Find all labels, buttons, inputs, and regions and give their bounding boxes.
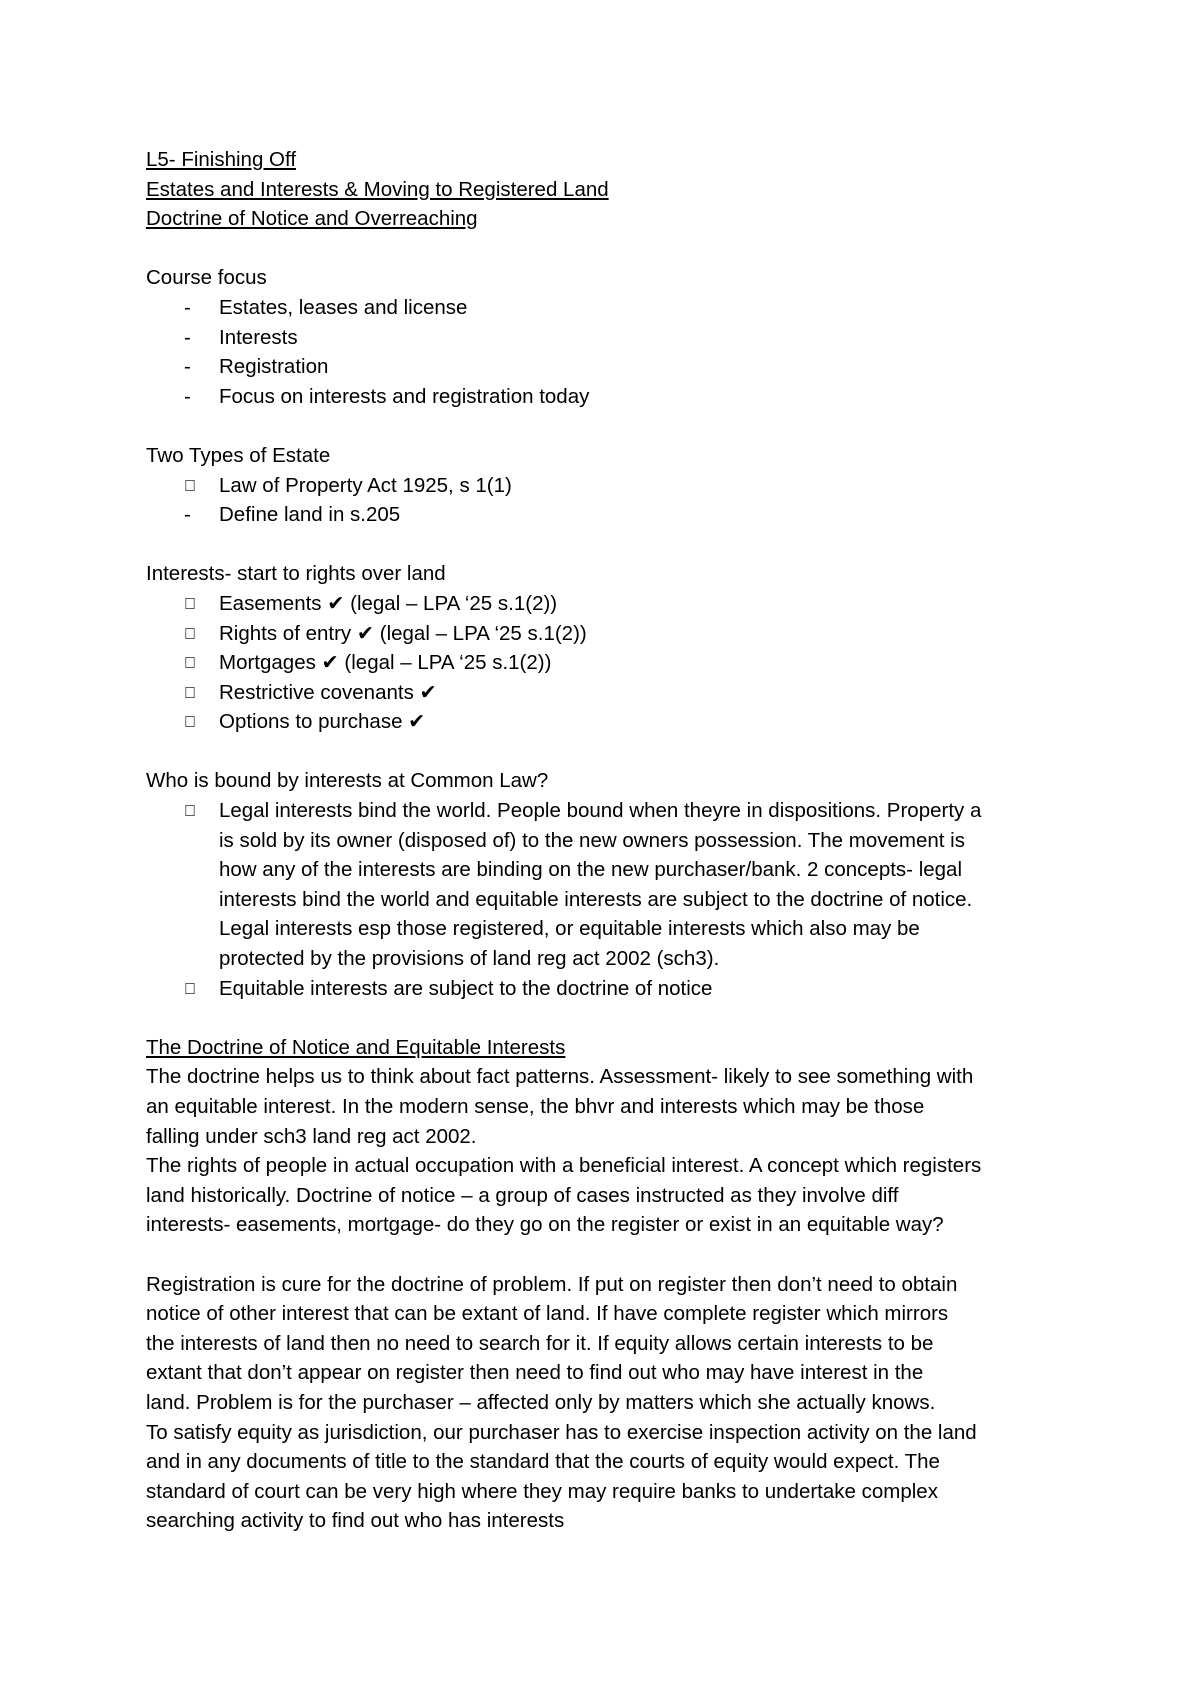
dash-bullet: - [184,503,191,527]
spacer [146,737,1086,767]
list-item: Equitable interests are subject to the doctrine of notice [146,974,1086,1004]
who-bound-list [146,796,1086,1003]
spacer [146,1240,1086,1270]
list-item: Options to purchase ✔ [146,707,1086,737]
spacer [146,411,1086,441]
list-item: Rights of entry ✔ (legal – LPA ‘25 s.1(2)) [146,619,1086,649]
doctrine-paragraph-2: Registration is cure for the doctrine of problem. If put on register then don’t need to obtain notice of other interest that can be extant of land. If have complete register which mirrors the interests of land then no need to search for it. If equity allows certain interests to be extant that don’t appear on register then need to find out who may have interest in the land. Problem is for the purchaser – affected only by matters which she actually knows. To satisfy equity as jurisdiction, our purchaser has to exercise inspection activity on the land and in any documents of title to the standard that the courts of equity would expect. The standard of court can be very high where they may require banks to undertake complex searching activity to find out who has interests [146,1272,977,1533]
course-focus-heading: Course focus [146,266,267,290]
list-item: Easements ✔ (legal – LPA ‘25 s.1(2)) [146,589,1086,619]
box-bullet-icon [184,472,204,502]
interests-heading: Interests- start to rights over land [146,562,446,586]
list-item: - Interests [146,323,1086,353]
spacer [146,530,1086,560]
dash-bullet: - [184,295,191,319]
dash-bullet: - [184,355,191,379]
dash-bullet: - [184,325,191,349]
doctrine-heading: The Doctrine of Notice and Equitable Interests [146,1035,566,1059]
document-content [146,145,1086,1536]
list-item: Legal interests bind the world. People bound when theyre in dispositions. Property a is sold by its owner (disposed of) to the new owners possession. The movement is how any of the interests are binding on the new purchaser/bank. 2 concepts- legal interests bind the world and equitable interests are subject to the doctrine of notice. Legal interests esp those registered, or equitable interests which also may be protected by the provisions of land reg act 2002 (sch3). [146,796,1086,974]
lecture-subtitle: Estates and Interests & Moving to Registered Land [146,177,609,201]
list-item: Law of Property Act 1925, s 1(1) [146,471,1086,501]
list-item: - Registration [146,352,1086,382]
spacer [146,1003,1086,1033]
two-types-heading: Two Types of Estate [146,443,331,467]
list-item: - Estates, leases and license [146,293,1086,323]
box-bullet-icon [184,797,204,827]
box-bullet-icon [184,708,204,738]
box-bullet-icon [184,590,204,620]
box-bullet-icon [184,975,204,1005]
doctrine-paragraph-1: The doctrine helps us to think about fact patterns. Assessment- likely to see something with an equitable interest. In the modern sense, the bhvr and interests which may be those falling under sch3 land reg act 2002. The rights of people in actual occupation with a beneficial interest. A concept which registers land historically. Doctrine of notice – a group of cases instructed as they involve diff interests- easements, mortgage- do they go on the register or exist in an equitable way? [146,1065,982,1237]
two-types-list [146,471,1086,530]
list-item: - Focus on interests and registration today [146,382,1086,412]
box-bullet-icon [184,679,204,709]
spacer [146,234,1086,264]
interests-list [146,589,1086,737]
lecture-title: L5- Finishing Off [146,148,297,171]
box-bullet-icon [184,649,204,679]
course-focus-list [146,293,1086,411]
list-item: Mortgages ✔ (legal – LPA ‘25 s.1(2)) [146,648,1086,678]
dash-bullet: - [184,384,191,408]
list-item: - Define land in s.205 [146,500,1086,530]
box-bullet-icon [184,620,204,650]
who-bound-heading: Who is bound by interests at Common Law? [146,769,549,793]
lecture-topic: Doctrine of Notice and Overreaching [146,207,478,231]
list-item: Restrictive covenants ✔ [146,678,1086,708]
